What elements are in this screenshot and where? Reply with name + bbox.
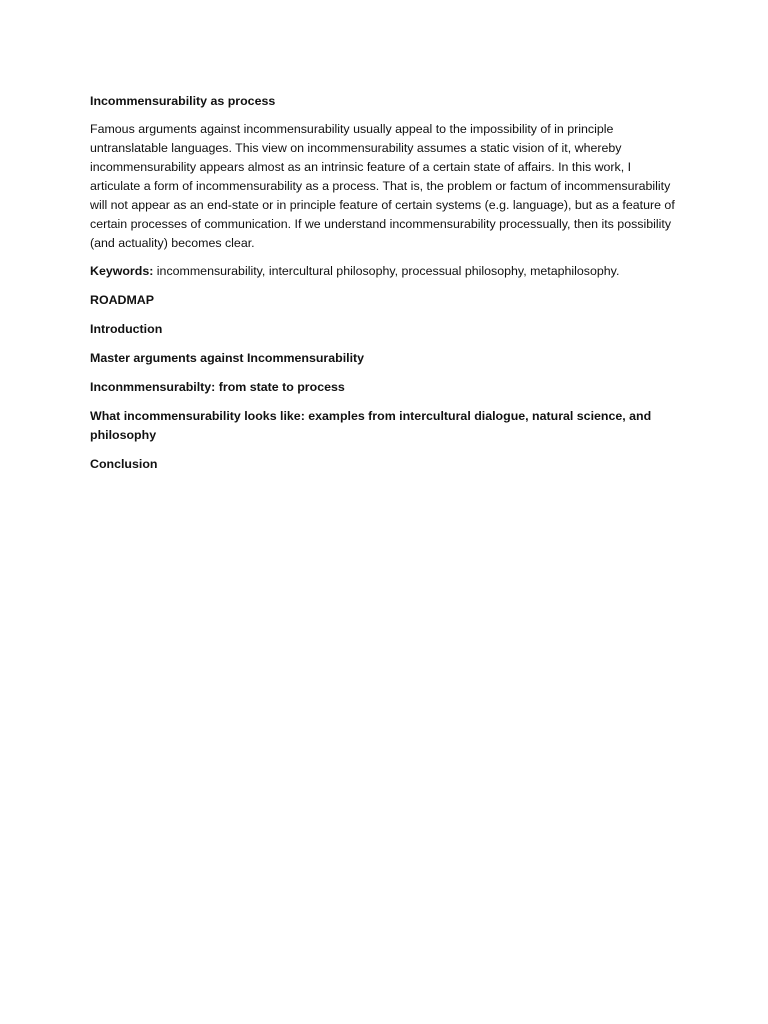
roadmap-section-state-to-process: Inconmmensurabilty: from state to process (90, 380, 345, 394)
keywords-label: Keywords: (90, 264, 154, 278)
document-title: Incommensurability as process (90, 94, 276, 108)
keywords-line (90, 262, 680, 281)
abstract-paragraph: Famous arguments against incommensurability usually appeal to the impossibility of in principle untranslatable languages. This view on incommensurability assumes a static vision of it, whereby incommensurability appears almost as an intrinsic feature of a certain state of affairs. In this work, I articulate a form of incommensurability as a process. That is, the problem or factum of incommensurability will not appear as an end-state or in principle feature of certain systems (e.g. language), but as a feature of certain processes of communication. If we understand incommensurability processually, then its possibility (and actuality) becomes clear. (90, 122, 675, 250)
document-page (90, 92, 680, 484)
roadmap-heading: ROADMAP (90, 293, 155, 307)
roadmap-section-conclusion: Conclusion (90, 457, 158, 471)
keywords-text: incommensurability, intercultural philosophy, processual philosophy, metaphilosophy. (153, 264, 620, 278)
roadmap-section-introduction: Introduction (90, 322, 163, 336)
roadmap-section-master-arguments: Master arguments against Incommensurability (90, 351, 365, 365)
roadmap-section-examples: What incommensurability looks like: examples from intercultural dialogue, natural science, and philosophy (90, 409, 652, 442)
